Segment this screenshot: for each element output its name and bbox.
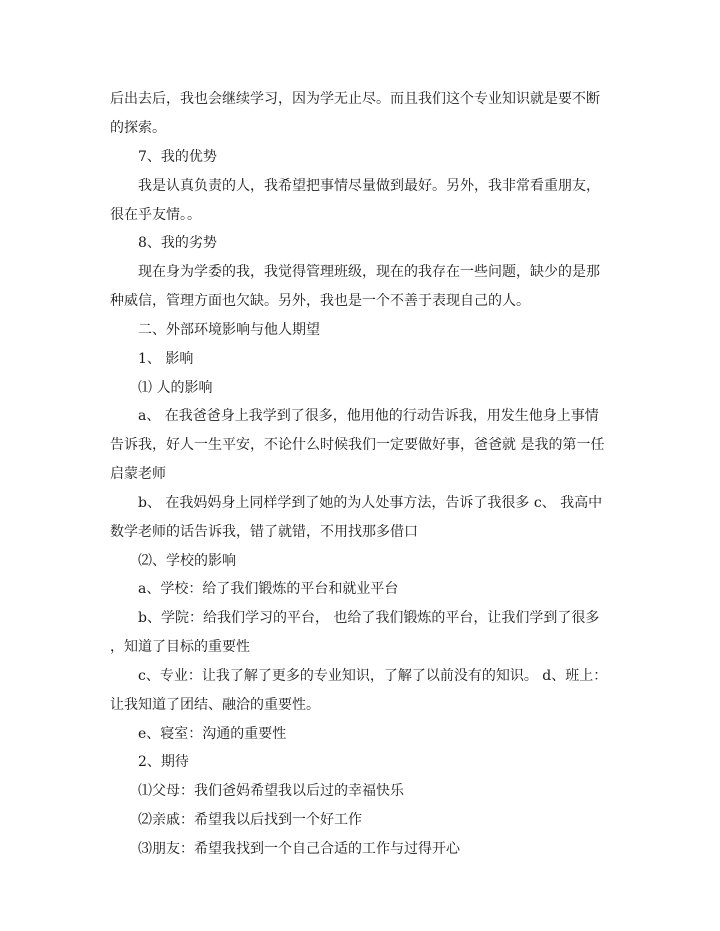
paragraph-line: 的探索。	[110, 120, 166, 136]
paragraph-line: 让我知道了团结、融洽的重要性。	[110, 697, 320, 713]
list-item: c、专业：让我了解了更多的专业知识，了解了以前没有的知识。 d、班上：	[138, 668, 608, 684]
list-item: a、学校：给了我们锻炼的平台和就业平台	[138, 581, 399, 597]
section-heading: 8、我的劣势	[138, 235, 217, 251]
subsection-heading: 2、期待	[138, 754, 189, 770]
paragraph-line: 数学老师的话告诉我，错了就错，不用找那多借口	[110, 524, 418, 540]
list-item: e、寝室：沟通的重要性	[138, 726, 287, 742]
paragraph-line: 种威信，管理方面也欠缺。另外，我也是一个不善于表现自己的人。	[110, 293, 530, 309]
list-item: b、学院：给我们学习的平台， 也给了我们锻炼的平台，让我们学到了很多	[138, 610, 600, 626]
section-heading: 二、外部环境影响与他人期望	[138, 322, 320, 338]
list-item: ⑶朋友：希望我找到一个自己合适的工作与过得开心	[138, 841, 460, 857]
list-item: ⑴父母：我们爸妈希望我以后过的幸福快乐	[138, 783, 404, 799]
paragraph-line: 很在乎友情。。	[110, 207, 201, 223]
paragraph-line: 后出去后，我也会继续学习，因为学无止尽。而且我们这个专业知识就是要不断	[110, 91, 600, 107]
paragraph-line: 我是认真负责的人，我希望把事情尽量做到最好。另外，我非常看重朋友，	[138, 178, 600, 194]
list-item: b、 在我妈妈身上同样学到了她的为人处事方法，告诉了我很多 c、 我高中	[138, 495, 603, 511]
list-item: ⑵亲戚：希望我以后找到一个好工作	[138, 812, 362, 828]
paragraph-line: 现在身为学委的我，我觉得管理班级，现在的我存在一些问题，缺少的是那	[138, 264, 600, 280]
paragraph-line: 启蒙老师	[110, 466, 166, 482]
subsection-heading: 1、 影响	[138, 351, 194, 367]
subsection-heading: ⑵、学校的影响	[138, 553, 236, 569]
list-item: a、 在我爸爸身上我学到了很多，他用他的行动告诉我，用发生他身上事情	[138, 408, 599, 424]
paragraph-line: 告诉我，好人一生平安，不论什么时候我们一定要做好事，爸爸就 是我的第一任	[110, 437, 605, 453]
paragraph-line: ，知道了目标的重要性	[110, 639, 250, 655]
subsection-heading: ⑴ 人的影响	[138, 380, 213, 396]
section-heading: 7、我的优势	[138, 149, 217, 165]
